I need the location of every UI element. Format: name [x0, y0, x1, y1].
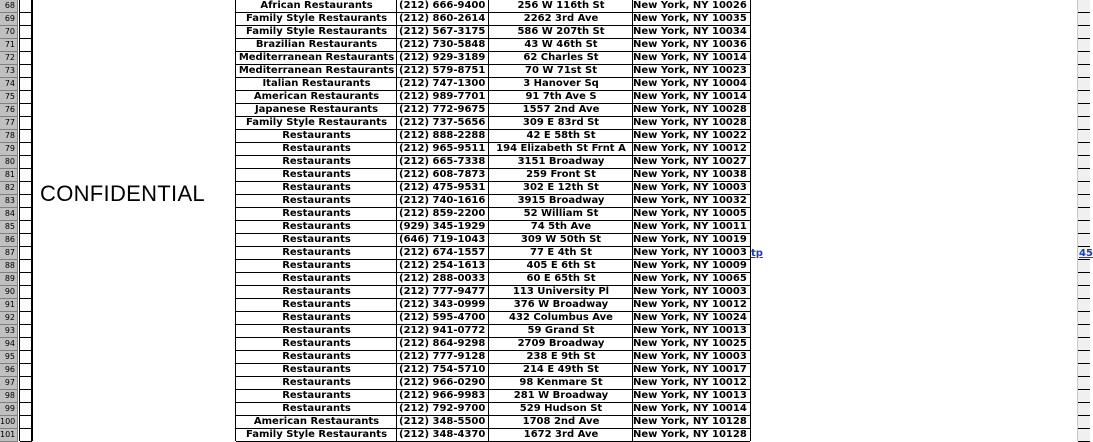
phone-cell[interactable]: (212) 737-5656 — [397, 117, 489, 130]
row-marker-cell[interactable] — [20, 312, 32, 325]
city-cell[interactable]: New York, NY 10014 — [633, 52, 750, 65]
category-cell[interactable]: Restaurants — [236, 403, 397, 416]
address-cell[interactable]: 256 W 116th St — [489, 0, 633, 13]
address-cell[interactable]: 586 W 207th St — [489, 26, 633, 39]
row-marker-cell[interactable] — [20, 104, 32, 117]
city-cell[interactable]: New York, NY 10032 — [633, 195, 750, 208]
edge-row-cell[interactable] — [1078, 156, 1090, 169]
address-cell[interactable]: 98 Kenmare St — [489, 377, 633, 390]
address-cell[interactable]: 60 E 65th St — [489, 273, 633, 286]
phone-cell[interactable]: (212) 754-5710 — [397, 364, 489, 377]
row-header[interactable]: 89 — [0, 273, 18, 286]
edge-row-cell[interactable] — [1078, 299, 1090, 312]
city-cell[interactable]: New York, NY 10017 — [633, 364, 750, 377]
edge-row-cell[interactable] — [1078, 39, 1090, 52]
gridline — [488, 0, 489, 441]
hyperlink-fragment[interactable]: 45 — [1079, 248, 1093, 259]
row-marker-cell[interactable] — [20, 429, 32, 442]
row-marker-cell[interactable] — [20, 377, 32, 390]
category-cell[interactable]: Family Style Restaurants — [236, 117, 397, 130]
edge-row-cell[interactable] — [1078, 351, 1090, 364]
phone-cell[interactable]: (212) 666-9400 — [397, 0, 489, 13]
edge-row-cell[interactable] — [1078, 416, 1090, 429]
row-header[interactable]: 92 — [0, 312, 18, 325]
city-cell[interactable]: New York, NY 10009 — [633, 260, 750, 273]
category-cell[interactable]: African Restaurants — [236, 0, 397, 13]
row-marker-cell[interactable] — [20, 338, 32, 351]
edge-row-cell[interactable] — [1078, 325, 1090, 338]
edge-row-cell[interactable] — [1078, 52, 1090, 65]
phone-cell[interactable]: (212) 288-0033 — [397, 273, 489, 286]
category-cell[interactable]: Restaurants — [236, 247, 397, 260]
category-cell[interactable]: Restaurants — [236, 351, 397, 364]
row-marker-cell[interactable] — [20, 325, 32, 338]
phone-cell[interactable]: (212) 608-7873 — [397, 169, 489, 182]
address-cell[interactable]: 194 Elizabeth St Frnt A — [489, 143, 633, 156]
city-cell[interactable]: New York, NY 10028 — [633, 117, 750, 130]
phone-cell[interactable]: (646) 719-1043 — [397, 234, 489, 247]
row-marker-cell[interactable] — [20, 26, 32, 39]
city-cell[interactable]: New York, NY 10035 — [633, 13, 750, 26]
city-cell[interactable]: New York, NY 10026 — [633, 0, 750, 13]
phone-cell[interactable]: (212) 740-1616 — [397, 195, 489, 208]
city-cell[interactable]: New York, NY 10014 — [633, 403, 750, 416]
edge-row-cell[interactable] — [1078, 169, 1090, 182]
phone-cell[interactable]: (212) 567-3175 — [397, 26, 489, 39]
row-header[interactable]: 96 — [0, 364, 18, 377]
category-cell[interactable]: Restaurants — [236, 143, 397, 156]
row-marker-cell[interactable] — [20, 273, 32, 286]
row-marker-cell[interactable] — [20, 91, 32, 104]
row-header[interactable]: 95 — [0, 351, 18, 364]
address-cell[interactable]: 309 E 83rd St — [489, 117, 633, 130]
city-cell[interactable]: New York, NY 10028 — [633, 104, 750, 117]
city-cell[interactable]: New York, NY 10013 — [633, 325, 750, 338]
category-cell[interactable]: Restaurants — [236, 234, 397, 247]
city-cell[interactable]: New York, NY 10012 — [633, 299, 750, 312]
edge-row-cell[interactable] — [1078, 377, 1090, 390]
city-cell[interactable]: New York, NY 10014 — [633, 91, 750, 104]
city-cell[interactable]: New York, NY 10024 — [633, 312, 750, 325]
gridline — [632, 0, 633, 441]
row-header[interactable]: 91 — [0, 299, 18, 312]
address-cell[interactable]: 529 Hudson St — [489, 403, 633, 416]
category-cell[interactable]: Family Style Restaurants — [236, 13, 397, 26]
address-cell[interactable]: 238 E 9th St — [489, 351, 633, 364]
edge-row-cell[interactable] — [1078, 429, 1090, 442]
edge-row-cell[interactable] — [1078, 104, 1090, 117]
category-cell[interactable]: Restaurants — [236, 156, 397, 169]
row-marker-cell[interactable] — [20, 182, 32, 195]
row-marker-cell[interactable] — [20, 403, 32, 416]
address-cell[interactable]: 405 E 6th St — [489, 260, 633, 273]
row-marker-cell[interactable] — [20, 260, 32, 273]
row-header[interactable]: 98 — [0, 390, 18, 403]
row-header[interactable]: 79 — [0, 143, 18, 156]
address-cell[interactable]: 42 E 58th St — [489, 130, 633, 143]
edge-row-cell[interactable] — [1078, 130, 1090, 143]
phone-cell[interactable]: (212) 929-3189 — [397, 52, 489, 65]
row-header[interactable]: 100 — [0, 416, 18, 429]
gridline — [396, 0, 397, 441]
address-cell[interactable]: 2709 Broadway — [489, 338, 633, 351]
category-cell[interactable]: Restaurants — [236, 182, 397, 195]
row-marker-cell[interactable] — [20, 195, 32, 208]
city-cell[interactable]: New York, NY 10025 — [633, 338, 750, 351]
edge-row-cell[interactable] — [1078, 195, 1090, 208]
city-cell[interactable]: New York, NY 10036 — [633, 39, 750, 52]
address-cell[interactable]: 3151 Broadway — [489, 156, 633, 169]
category-cell[interactable]: Restaurants — [236, 195, 397, 208]
phone-cell[interactable]: (212) 966-9983 — [397, 390, 489, 403]
city-cell[interactable]: New York, NY 10003 — [633, 286, 750, 299]
row-marker-cell[interactable] — [20, 364, 32, 377]
address-cell[interactable]: 281 W Broadway — [489, 390, 633, 403]
category-cell[interactable]: American Restaurants — [236, 416, 397, 429]
city-cell[interactable]: New York, NY 10023 — [633, 65, 750, 78]
row-marker-cell[interactable] — [20, 143, 32, 156]
row-marker-cell[interactable] — [20, 169, 32, 182]
phone-cell[interactable]: (929) 345-1929 — [397, 221, 489, 234]
gridline — [19, 0, 20, 441]
address-cell[interactable]: 302 E 12th St — [489, 182, 633, 195]
address-cell[interactable]: 43 W 46th St — [489, 39, 633, 52]
phone-cell[interactable]: (212) 888-2288 — [397, 130, 489, 143]
category-cell[interactable]: Restaurants — [236, 260, 397, 273]
city-cell[interactable]: New York, NY 10003 — [633, 247, 750, 260]
address-cell[interactable]: 1708 2nd Ave — [489, 416, 633, 429]
phone-cell[interactable]: (212) 965-9511 — [397, 143, 489, 156]
phone-cell[interactable]: (212) 747-1300 — [397, 78, 489, 91]
row-header[interactable]: 81 — [0, 169, 18, 182]
edge-row-cell[interactable] — [1078, 65, 1090, 78]
city-cell[interactable]: New York, NY 10022 — [633, 130, 750, 143]
edge-row-cell[interactable] — [1078, 221, 1090, 234]
row-header[interactable]: 94 — [0, 338, 18, 351]
city-cell[interactable]: New York, NY 10012 — [633, 377, 750, 390]
category-cell[interactable]: Restaurants — [236, 364, 397, 377]
row-header[interactable]: 70 — [0, 26, 18, 39]
category-cell[interactable]: Mediterranean Restaurants — [236, 65, 397, 78]
gridline — [32, 0, 33, 441]
row-marker-cell[interactable] — [20, 234, 32, 247]
address-cell[interactable]: 259 Front St — [489, 169, 633, 182]
address-cell[interactable]: 1557 2nd Ave — [489, 104, 633, 117]
edge-row-cell[interactable] — [1078, 26, 1090, 39]
address-cell[interactable]: 214 E 49th St — [489, 364, 633, 377]
category-cell[interactable]: Restaurants — [236, 221, 397, 234]
city-cell[interactable]: New York, NY 10011 — [633, 221, 750, 234]
row-header[interactable]: 69 — [0, 13, 18, 26]
phone-cell[interactable]: (212) 475-9531 — [397, 182, 489, 195]
phone-cell[interactable]: (212) 348-4370 — [397, 429, 489, 442]
edge-row-cell[interactable] — [1078, 143, 1090, 156]
edge-row-cell[interactable] — [1078, 91, 1090, 104]
row-header[interactable]: 74 — [0, 78, 18, 91]
row-marker-cell[interactable] — [20, 78, 32, 91]
edge-row-cell[interactable] — [1078, 78, 1090, 91]
gridline — [750, 0, 751, 441]
category-cell[interactable]: Restaurants — [236, 208, 397, 221]
address-cell[interactable]: 432 Columbus Ave — [489, 312, 633, 325]
row-header[interactable]: 75 — [0, 91, 18, 104]
row-header[interactable]: 77 — [0, 117, 18, 130]
address-cell[interactable]: 52 William St — [489, 208, 633, 221]
row-marker-cell[interactable] — [20, 416, 32, 429]
edge-row-cell[interactable] — [1078, 286, 1090, 299]
row-header[interactable]: 84 — [0, 208, 18, 221]
address-cell[interactable]: 62 Charles St — [489, 52, 633, 65]
hyperlink-fragment[interactable]: tp — [751, 248, 763, 259]
row-header[interactable]: 99 — [0, 403, 18, 416]
phone-cell[interactable]: (212) 792-9700 — [397, 403, 489, 416]
right-edge-column — [1077, 0, 1090, 441]
row-header[interactable]: 85 — [0, 221, 18, 234]
row-marker-cell[interactable] — [20, 208, 32, 221]
city-cell[interactable]: New York, NY 10034 — [633, 26, 750, 39]
city-cell[interactable]: New York, NY 10003 — [633, 182, 750, 195]
address-cell[interactable]: 74 5th Ave — [489, 221, 633, 234]
row-header[interactable]: 83 — [0, 195, 18, 208]
category-cell[interactable]: Restaurants — [236, 130, 397, 143]
edge-row-cell[interactable] — [1078, 273, 1090, 286]
category-cell[interactable]: Restaurants — [236, 273, 397, 286]
phone-cell[interactable]: (212) 989-7701 — [397, 91, 489, 104]
confidential-watermark: CONFIDENTIAL — [40, 181, 205, 206]
row-header[interactable]: 76 — [0, 104, 18, 117]
phone-cell[interactable]: (212) 777-9477 — [397, 286, 489, 299]
row-marker-cell[interactable] — [20, 117, 32, 130]
row-header[interactable]: 87 — [0, 247, 18, 260]
edge-row-cell[interactable] — [1078, 390, 1090, 403]
row-header[interactable]: 82 — [0, 182, 18, 195]
category-cell[interactable]: Japanese Restaurants — [236, 104, 397, 117]
phone-cell[interactable]: (212) 579-8751 — [397, 65, 489, 78]
row-marker-cell[interactable] — [20, 65, 32, 78]
row-marker-cell[interactable] — [20, 13, 32, 26]
phone-cell[interactable]: (212) 665-7338 — [397, 156, 489, 169]
category-cell[interactable]: Brazilian Restaurants — [236, 39, 397, 52]
address-cell[interactable]: 113 University Pl — [489, 286, 633, 299]
phone-cell[interactable]: (212) 941-0772 — [397, 325, 489, 338]
phone-cell[interactable]: (212) 730-5848 — [397, 39, 489, 52]
category-cell[interactable]: Mediterranean Restaurants — [236, 52, 397, 65]
edge-row-cell[interactable] — [1078, 182, 1090, 195]
category-cell[interactable]: Restaurants — [236, 390, 397, 403]
city-cell[interactable]: New York, NY 10128 — [633, 429, 750, 442]
edge-row-cell[interactable] — [1078, 0, 1090, 13]
city-cell[interactable]: New York, NY 10019 — [633, 234, 750, 247]
address-cell[interactable]: 70 W 71st St — [489, 65, 633, 78]
address-cell[interactable]: 309 W 50th St — [489, 234, 633, 247]
edge-row-cell[interactable] — [1078, 117, 1090, 130]
city-cell[interactable]: New York, NY 10004 — [633, 78, 750, 91]
phone-cell[interactable]: (212) 772-9675 — [397, 104, 489, 117]
address-cell[interactable]: 2262 3rd Ave — [489, 13, 633, 26]
edge-row-cell[interactable] — [1078, 260, 1090, 273]
city-cell[interactable]: New York, NY 10013 — [633, 390, 750, 403]
address-cell[interactable]: 3 Hanover Sq — [489, 78, 633, 91]
edge-row-cell[interactable] — [1078, 403, 1090, 416]
category-cell[interactable]: Italian Restaurants — [236, 78, 397, 91]
category-cell[interactable]: Restaurants — [236, 377, 397, 390]
row-header[interactable]: 90 — [0, 286, 18, 299]
row-marker-cell[interactable] — [20, 156, 32, 169]
row-header[interactable]: 68 — [0, 0, 18, 13]
category-cell[interactable]: Family Style Restaurants — [236, 26, 397, 39]
row-marker-cell[interactable] — [20, 130, 32, 143]
city-cell[interactable]: New York, NY 10005 — [633, 208, 750, 221]
category-cell[interactable]: Restaurants — [236, 169, 397, 182]
phone-cell[interactable]: (212) 674-1557 — [397, 247, 489, 260]
row-header[interactable]: 93 — [0, 325, 18, 338]
row-marker-cell[interactable] — [20, 39, 32, 52]
row-header[interactable]: 101 — [0, 429, 18, 442]
row-header[interactable]: 78 — [0, 130, 18, 143]
row-marker-cell[interactable] — [20, 52, 32, 65]
edge-row-cell[interactable] — [1078, 364, 1090, 377]
row-marker-cell[interactable] — [20, 247, 32, 260]
address-cell[interactable]: 1672 3rd Ave — [489, 429, 633, 442]
city-cell[interactable]: New York, NY 10027 — [633, 156, 750, 169]
row-marker-cell[interactable] — [20, 299, 32, 312]
row-header[interactable]: 86 — [0, 234, 18, 247]
row-marker-cell[interactable] — [20, 0, 32, 13]
city-cell[interactable]: New York, NY 10065 — [633, 273, 750, 286]
phone-cell[interactable]: (212) 777-9128 — [397, 351, 489, 364]
row-header[interactable]: 73 — [0, 65, 18, 78]
category-cell[interactable]: Restaurants — [236, 299, 397, 312]
category-cell[interactable]: Restaurants — [236, 286, 397, 299]
city-cell[interactable]: New York, NY 10012 — [633, 143, 750, 156]
city-cell[interactable]: New York, NY 10128 — [633, 416, 750, 429]
row-header[interactable]: 97 — [0, 377, 18, 390]
phone-cell[interactable]: (212) 864-9298 — [397, 338, 489, 351]
category-cell[interactable]: Restaurants — [236, 338, 397, 351]
city-cell[interactable]: New York, NY 10038 — [633, 169, 750, 182]
edge-row-cell[interactable] — [1078, 13, 1090, 26]
address-cell[interactable]: 77 E 4th St — [489, 247, 633, 260]
row-header[interactable]: 72 — [0, 52, 18, 65]
phone-cell[interactable]: (212) 966-0290 — [397, 377, 489, 390]
address-cell[interactable]: 91 7th Ave S — [489, 91, 633, 104]
category-cell[interactable]: Family Style Restaurants — [236, 429, 397, 442]
phone-cell[interactable]: (212) 254-1613 — [397, 260, 489, 273]
category-cell[interactable]: American Restaurants — [236, 91, 397, 104]
row-header[interactable]: 80 — [0, 156, 18, 169]
row-header[interactable]: 71 — [0, 39, 18, 52]
edge-row-cell[interactable] — [1078, 312, 1090, 325]
category-cell[interactable]: Restaurants — [236, 325, 397, 338]
row-marker-cell[interactable] — [20, 221, 32, 234]
gridline — [235, 0, 236, 441]
phone-cell[interactable]: (212) 595-4700 — [397, 312, 489, 325]
row-marker-cell[interactable] — [20, 351, 32, 364]
edge-row-cell[interactable] — [1078, 234, 1090, 247]
phone-cell[interactable]: (212) 859-2200 — [397, 208, 489, 221]
row-marker-cell[interactable] — [20, 286, 32, 299]
city-cell[interactable]: New York, NY 10003 — [633, 351, 750, 364]
row-header[interactable]: 88 — [0, 260, 18, 273]
phone-cell[interactable]: (212) 860-2614 — [397, 13, 489, 26]
edge-row-cell[interactable] — [1078, 208, 1090, 221]
category-cell[interactable]: Restaurants — [236, 312, 397, 325]
phone-cell[interactable]: (212) 348-5500 — [397, 416, 489, 429]
address-cell[interactable]: 376 W Broadway — [489, 299, 633, 312]
address-cell[interactable]: 3915 Broadway — [489, 195, 633, 208]
address-cell[interactable]: 59 Grand St — [489, 325, 633, 338]
row-marker-cell[interactable] — [20, 390, 32, 403]
phone-cell[interactable]: (212) 343-0999 — [397, 299, 489, 312]
edge-row-cell[interactable] — [1078, 338, 1090, 351]
